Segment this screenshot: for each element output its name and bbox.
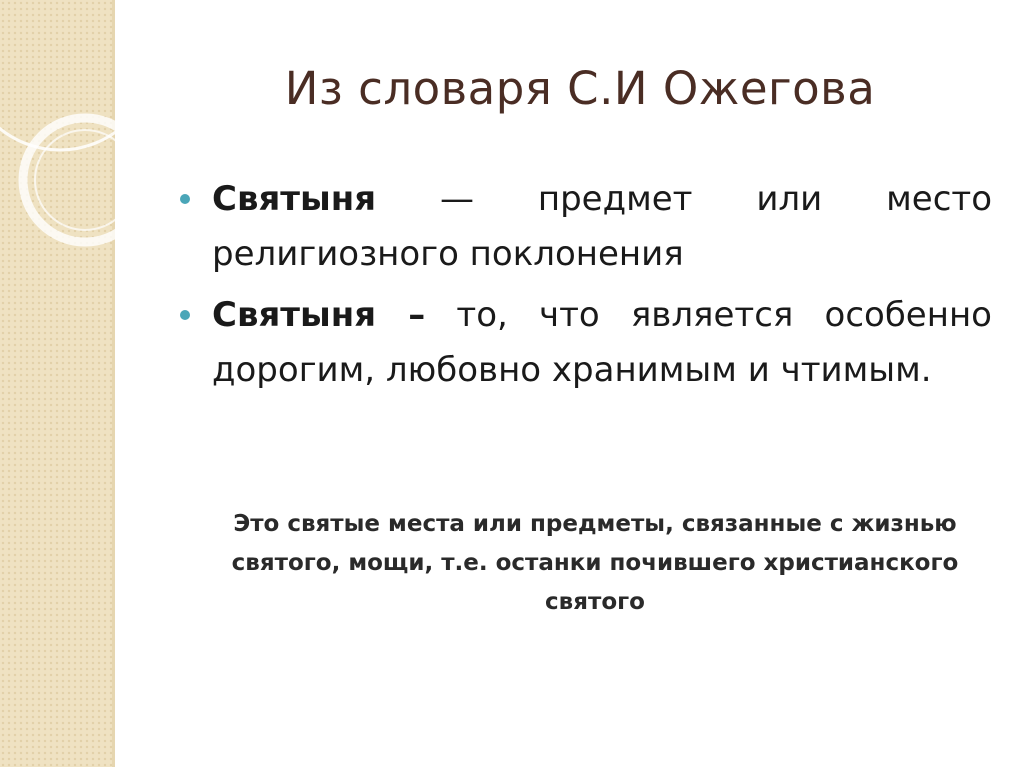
definition-term: Святыня –: [212, 295, 426, 335]
definitions-list: [180, 172, 992, 404]
definition-item: [180, 288, 992, 398]
definition-item: [180, 172, 992, 282]
decorative-rings-icon: [0, 0, 150, 260]
definition-text: то, что является особенно дорогим, любовно хранимым и чтимым.: [212, 295, 992, 390]
bullet-dot-icon: [180, 310, 190, 320]
bullet-dot-icon: [180, 194, 190, 204]
explanatory-note: Это святые места или предметы, связанные с жизнью святого, мощи, т.е. останки почившего христианского святого: [231, 511, 959, 615]
definition-text: — предмет или место религиозного поклонения: [212, 179, 992, 274]
slide-title: Из словаря С.И Ожегова: [284, 62, 876, 115]
definition-term: Святыня: [212, 179, 377, 219]
